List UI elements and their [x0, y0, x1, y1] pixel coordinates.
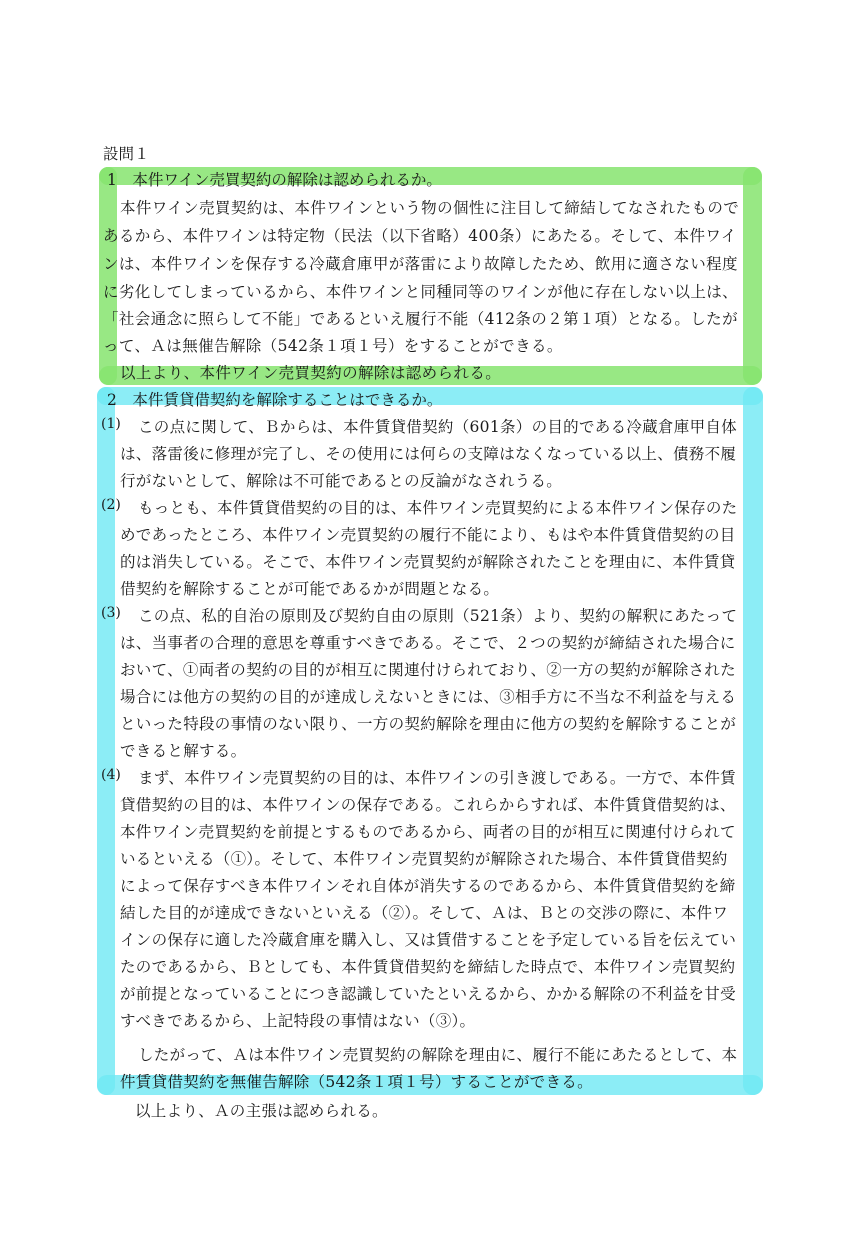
- section-2-conclusion-line: 件賃貸借契約を無催告解除（542条１項１号）することができる。: [120, 1073, 593, 1091]
- text-line: といった特段の事情のない限り、一方の契約解除を理由に他方の契約を解除することが: [120, 715, 737, 733]
- paragraph-number-2: (2): [101, 497, 121, 513]
- text-line: インの保存に適した冷蔵倉庫を購入し、又は賃借することを予定している旨を伝えてい: [120, 931, 737, 949]
- text-line: 「社会通念に照らして不能」であるといえ履行不能（412条の２第１項）となる。したが: [103, 310, 738, 328]
- text-line: 本件ワイン売買契約を前提とするものであるから、両者の目的が相互に関連付けられて: [120, 823, 736, 841]
- final-conclusion: 以上より、Ａの主張は認められる。: [135, 1102, 388, 1120]
- text-line: すべきであるから、上記特段の事情はない（③）。: [120, 1012, 476, 1030]
- section-1-title: 1 本件ワイン売買契約の解除は認められるか。: [107, 171, 442, 189]
- text-line: この点、私的自治の原則及び契約自由の原則（521条）より、契約の解釈にあたって: [138, 607, 738, 625]
- text-line: に劣化してしまっているから、本件ワインと同種同等のワインが他に存在しない以上は、: [103, 283, 739, 301]
- paragraph-number-4: (4): [101, 767, 121, 783]
- paragraph-number-1: (1): [101, 416, 121, 432]
- text-line: 的は消失している。そこで、本件ワイン売買契約が解除されたことを理由に、本件賃貸: [120, 553, 736, 571]
- text-line: によって保存すべき本件ワインそれ自体が消失するのであるから、本件賃貸借契約を締: [120, 877, 736, 895]
- highlight-box-section-2-left: [97, 387, 115, 1095]
- text-line: 貸借契約の目的は、本件ワインの保存である。これらからすれば、本件賃貸借契約は、: [120, 796, 736, 814]
- text-line: って、Ａは無催告解除（542条１項１号）をすることができる。: [103, 337, 563, 355]
- text-line: もっとも、本件賃貸借契約の目的は、本件ワイン売買契約による本件ワイン保存のた: [138, 499, 738, 517]
- text-line: ンは、本件ワインを保存する冷蔵倉庫甲が落雷により故障したため、飲用に適さない程度: [103, 255, 738, 273]
- highlight-box-section-1-right: [743, 167, 762, 385]
- text-line: 結した目的が達成できないといえる（②）。そして、Ａは、Ｂとの交渉の際に、本件ワ: [120, 904, 729, 922]
- text-line: いるといえる（①）。そして、本件ワイン売買契約が解除された場合、本件賃貸借契約: [120, 850, 728, 868]
- text-line: 本件ワイン売買契約は、本件ワインという物の個性に注目して締結してなされたもので: [120, 199, 740, 217]
- text-line: は、落雷後に修理が完了し、その使用には何らの支障はなくなっている以上、債務不履: [120, 445, 737, 463]
- text-line: たのであるから、Ｂとしても、本件賃貸借契約を締結した時点で、本件ワイン売買契約: [120, 958, 736, 976]
- text-line: めであったところ、本件ワイン売買契約の履行不能により、もはや本件賃貸借契約の目: [120, 526, 736, 544]
- text-line: あるから、本件ワインは特定物（民法（以下省略）400条）にあたる。そして、本件ワイ: [103, 227, 737, 245]
- text-line: は、当事者の合理的意思を尊重すべきである。そこで、２つの契約が締結された場合に: [120, 634, 736, 652]
- text-line: が前提となっていることにつき認識していたといえるから、かかる解除の不利益を甘受: [120, 985, 736, 1003]
- text-line: 借契約を解除することが可能であるかが問題となる。: [120, 580, 500, 598]
- text-line: できると解する。: [120, 742, 247, 760]
- section-2-conclusion-line: したがって、Ａは本件ワイン売買契約の解除を理由に、履行不能にあたるとして、本: [138, 1046, 738, 1064]
- question-heading: 設問１: [103, 145, 150, 163]
- text-line: まず、本件ワイン売買契約の目的は、本件ワインの引き渡しである。一方で、本件賃: [138, 769, 736, 787]
- text-line: おいて、①両者の契約の目的が相互に関連付けられており、②一方の契約が解除された: [120, 661, 736, 679]
- text-line: この点に関して、Ｂからは、本件賃貸借契約（601条）の目的である冷蔵倉庫甲自体: [138, 418, 737, 436]
- section-1-conclusion: 以上より、本件ワイン売買契約の解除は認められる。: [120, 364, 502, 382]
- section-2-title: 2 本件賃貸借契約を解除することはできるか。: [107, 391, 443, 409]
- text-line: 場合には他方の契約の目的が達成しえないときには、③相手方に不当な不利益を与える: [120, 688, 737, 706]
- highlight-box-section-2-right: [743, 387, 763, 1095]
- paragraph-number-3: (3): [101, 605, 121, 621]
- text-line: 行がないとして、解除は不可能であるとの反論がなされうる。: [120, 472, 563, 490]
